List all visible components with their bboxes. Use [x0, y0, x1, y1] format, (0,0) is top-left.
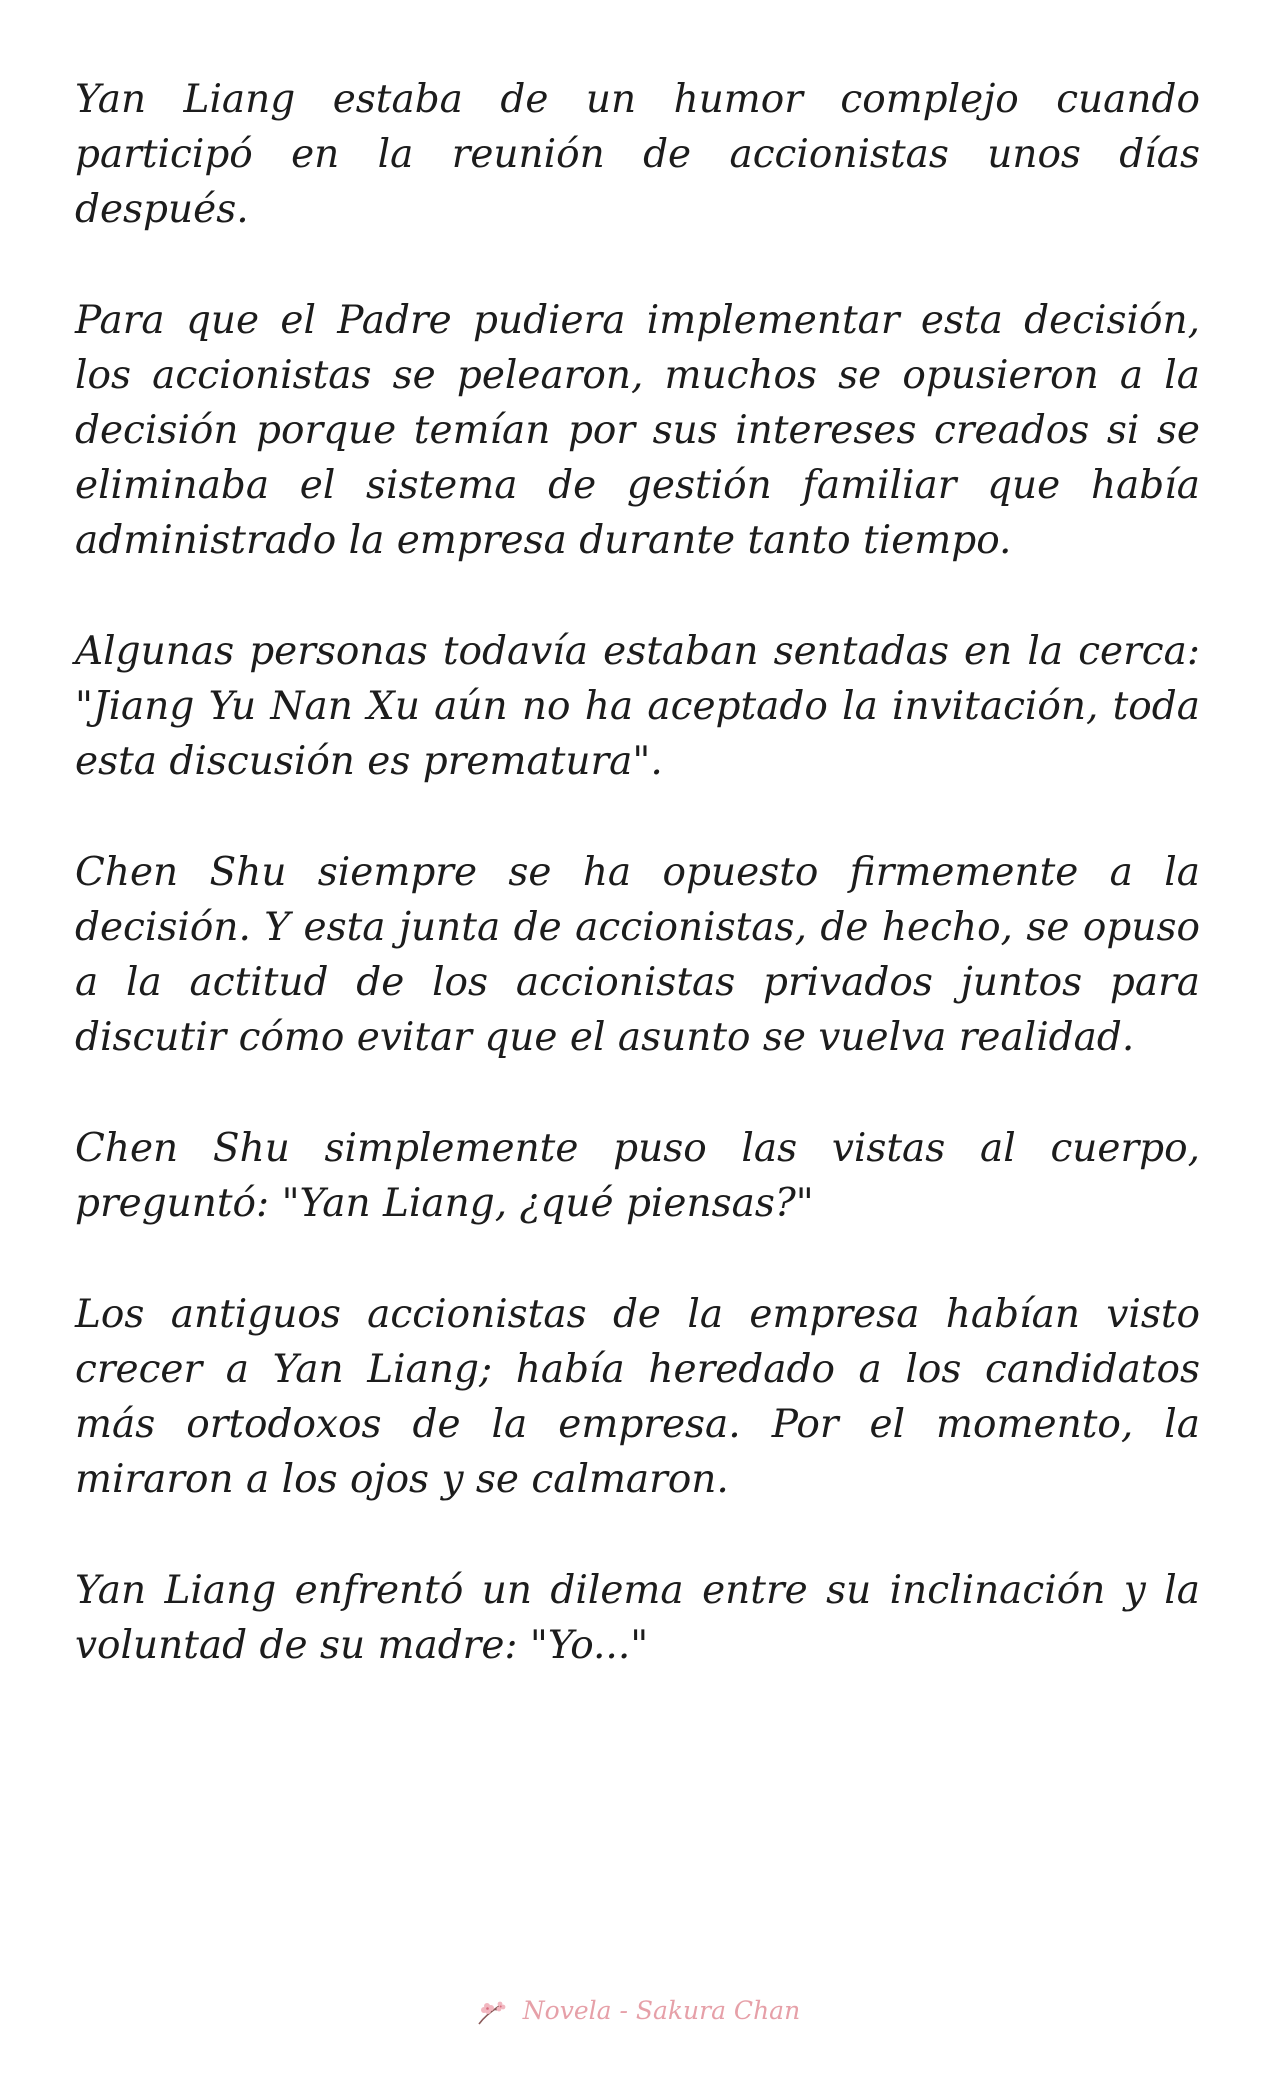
watermark-text: Novela - Sakura Chan: [522, 1996, 801, 2025]
watermark: [0, 1996, 1275, 2028]
paragraph-3: Algunas personas todavía estaban sentadas en la cerca: "Jiang Yu Nan Xu aún no ha aceptado la invitación, toda esta discusión es prematura".: [75, 629, 1200, 784]
paragraph-7: Yan Liang enfrentó un dilema entre su inclinación y la voluntad de su madre: "Yo...": [75, 1568, 1200, 1668]
cherry-blossom-icon: [475, 1998, 509, 2028]
paragraph-6: Los antiguos accionistas de la empresa habían visto crecer a Yan Liang; había heredado a los candidatos más ortodoxos de la empresa. Por el momento, la miraron a los ojos y se calmaron.: [75, 1292, 1200, 1502]
paragraph-1: Yan Liang estaba de un humor complejo cuando participó en la reunión de accionistas unos días después.: [75, 77, 1200, 232]
paragraph-4: Chen Shu siempre se ha opuesto firmemente a la decisión. Y esta junta de accionistas, de hecho, se opuso a la actitud de los accionistas privados juntos para discutir cómo evitar que el asunto se vuelva realidad.: [75, 850, 1200, 1060]
paragraph-5: Chen Shu simplemente puso las vistas al cuerpo, preguntó: "Yan Liang, ¿qué piensas?": [75, 1126, 1200, 1226]
document-body: [75, 72, 1200, 1729]
paragraph-2: Para que el Padre pudiera implementar esta decisión, los accionistas se pelearon, muchos se opusieron a la decisión porque temían por sus intereses creados si se eliminaba el sistema de gestión familiar que había administrado la empresa durante tanto tiempo.: [75, 298, 1200, 563]
